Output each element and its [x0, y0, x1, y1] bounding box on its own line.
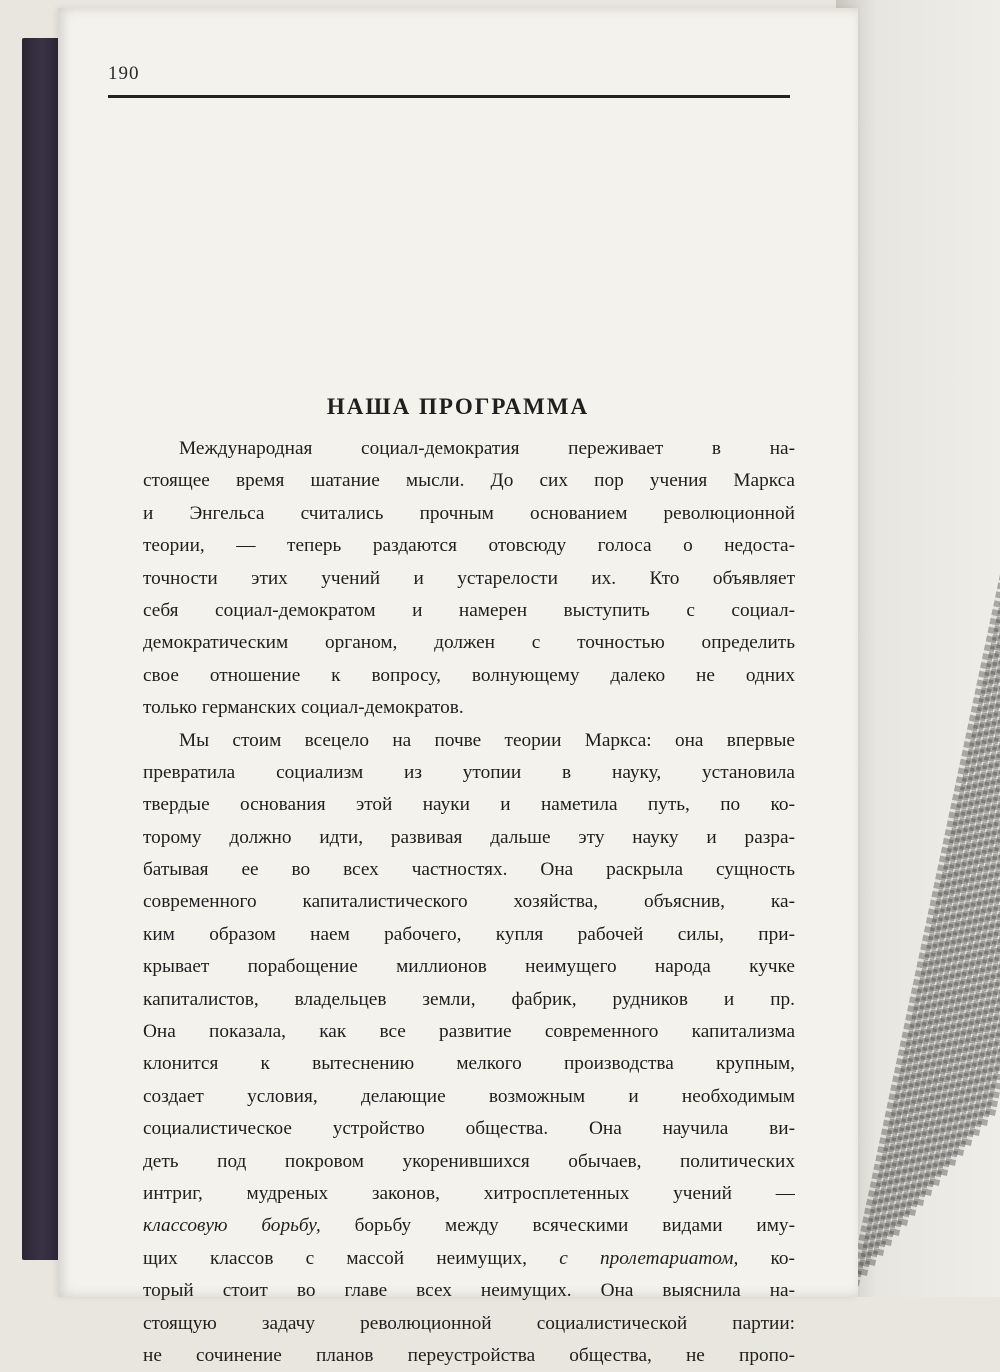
text-line	[143, 854, 795, 886]
line-text: теории, — теперь раздаются отовсюду голоса о недоста-	[143, 535, 795, 557]
line-text: точности этих учений и устарелости их. Кто объявляет	[143, 567, 795, 589]
line-text: и Энгельса считались прочным основанием революционной	[143, 502, 795, 524]
line-text: ким образом наем рабочего, купля рабочей силы, при-	[143, 923, 795, 945]
line-text: ко-	[738, 1247, 795, 1269]
text-line	[143, 530, 795, 562]
line-text: Она показала, как все развитие современного капитализма	[143, 1021, 795, 1043]
line-text: борьбу между всяческими видами иму-	[320, 1215, 795, 1237]
text-line	[143, 951, 795, 983]
text-line	[143, 886, 795, 918]
text-line	[143, 692, 795, 724]
text-line	[143, 984, 795, 1016]
text-line	[143, 1210, 795, 1242]
text-line	[143, 1308, 795, 1340]
line-text: Мы стоим всецело на почве теории Маркса: она впервые	[179, 729, 795, 751]
text-line	[143, 660, 795, 692]
line-text: свое отношение к вопросу, волнующему далеко не одних	[143, 664, 795, 686]
text-line	[143, 465, 795, 497]
line-text: клонится к вытеснению мелкого производства крупным,	[143, 1053, 795, 1075]
text-line	[143, 1146, 795, 1178]
facing-page-text	[836, 0, 1000, 1297]
text-line	[143, 789, 795, 821]
line-text: не сочинение планов переустройства общества, не пропо-	[143, 1344, 795, 1366]
line-text: капиталистов, владельцев земли, фабрик, рудников и пр.	[143, 988, 795, 1010]
text-line	[143, 627, 795, 659]
emphasis: классовую борьбу,	[143, 1215, 321, 1237]
facing-page	[836, 0, 1000, 1297]
text-line	[143, 1016, 795, 1048]
header-rule	[108, 95, 790, 98]
line-text: социалистическое устройство общества. Она научила ви-	[143, 1118, 795, 1140]
line-text: Международная социал-демократия переживает в на-	[179, 438, 795, 459]
text-line	[143, 1243, 795, 1275]
line-text: современного капиталистического хозяйства, объяснив, ка-	[143, 891, 795, 913]
text-line	[143, 498, 795, 530]
line-text: деть под покровом укоренившихся обычаев, политических	[143, 1150, 795, 1172]
text-line	[143, 563, 795, 595]
page-number: 190	[108, 63, 140, 84]
line-text: демократическим органом, должен с точностью определить	[143, 632, 795, 654]
text-line	[143, 1275, 795, 1307]
line-text: создает условия, делающие возможным и необходимым	[143, 1085, 795, 1107]
text-line	[143, 1113, 795, 1145]
text-line	[143, 595, 795, 627]
text-line	[143, 1340, 795, 1372]
chapter-heading: НАША ПРОГРАММА	[326, 394, 590, 419]
line-text: торому должно идти, развивая дальше эту науку и разра-	[143, 826, 795, 848]
line-text: интриг, мудреных законов, хитросплетенных учений —	[143, 1182, 795, 1204]
line-text: только германских социал-демократов.	[143, 697, 464, 719]
text-line	[143, 1178, 795, 1210]
line-text: стоящую задачу революционной социалистической партии:	[143, 1312, 795, 1334]
text-line	[143, 1081, 795, 1113]
line-text: превратила социализм из утопии в науку, установила	[143, 761, 795, 783]
text-line	[143, 1048, 795, 1080]
line-text: крывает порабощение миллионов неимущего народа кучке	[143, 956, 795, 978]
line-text: твердые основания этой науки и наметила путь, по ко-	[143, 794, 795, 816]
text-line	[143, 919, 795, 951]
line-text: щих классов с массой неимущих,	[143, 1247, 560, 1269]
text-line	[143, 433, 795, 465]
text-line	[143, 757, 795, 789]
line-text: себя социал-демократом и намерен выступить с социал-	[143, 599, 795, 621]
line-text: стоящее время шатание мысли. До сих пор учения Маркса	[143, 470, 795, 492]
body-text	[143, 433, 795, 1372]
emphasis: с пролетариатом,	[559, 1247, 739, 1269]
text-line	[143, 725, 795, 757]
text-line	[143, 822, 795, 854]
line-text: торый стоит во главе всех неимущих. Она выяснила на-	[143, 1280, 795, 1302]
line-text: батывая ее во всех частностях. Она раскрыла сущность	[143, 859, 795, 881]
